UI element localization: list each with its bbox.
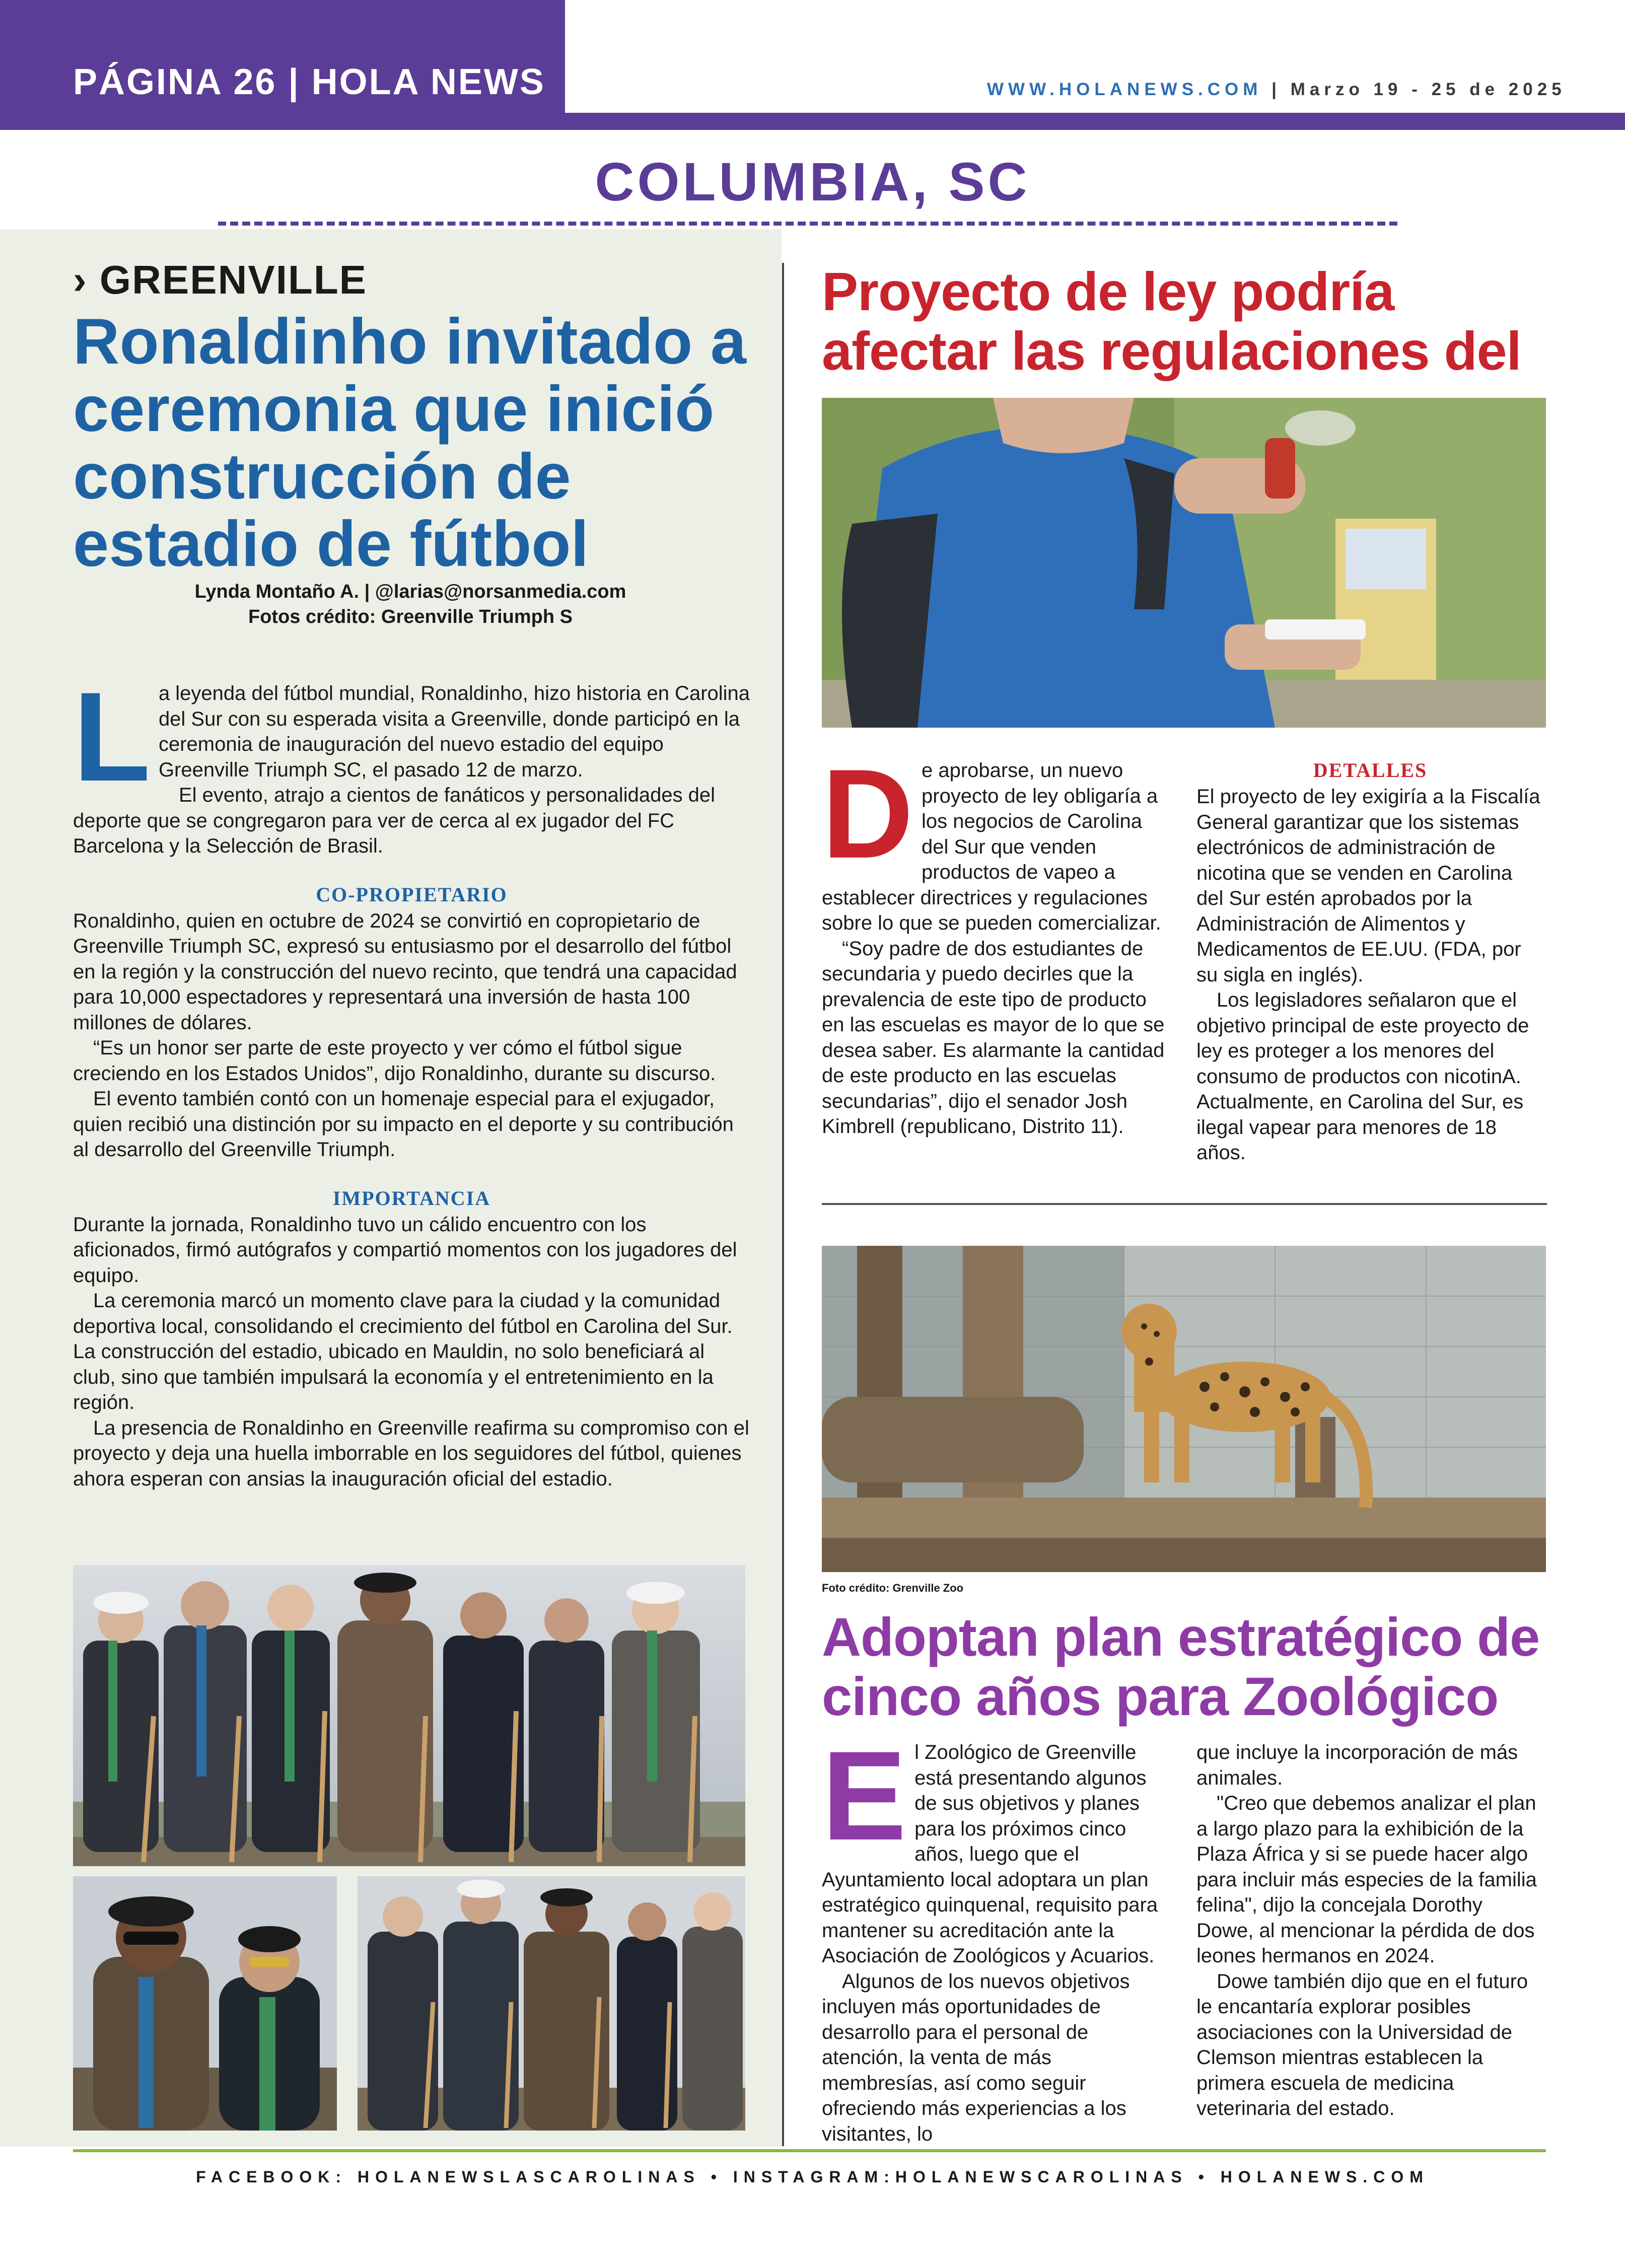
vape-headline: Proyecto de ley podría afectar las regulaciones del xyxy=(822,261,1521,381)
site-link[interactable]: WWW.HOLANEWS.COM xyxy=(987,80,1262,99)
paragraph: a leyenda del fútbol mundial, Ronaldinho, hizo historia en Carolina del Sur con su esperada visita a Greenville, donde participó en la ceremonia de inauguración del nuevo estadio del equipo Greenville Triumph SC, el pasado 12 de marzo. xyxy=(158,682,750,781)
header-separator: | xyxy=(1271,80,1281,99)
ronaldinho-fans-photo xyxy=(73,1876,337,2131)
subhead-co-propietario: CO-PROPIETARIO xyxy=(316,883,508,906)
ceremony-group-photo xyxy=(73,1565,745,1866)
subhead-importancia: IMPORTANCIA xyxy=(332,1186,491,1210)
zoo-body-right xyxy=(1196,1740,1544,2121)
section-title: COLUMBIA, SC xyxy=(595,151,1030,212)
paragraph: "Creo que debemos analizar el plan a largo plazo para la exhibición de la Plaza África y si se puede hacer algo para incluir más especies de la familia felina", dijo la concejala Dorothy Dowe, al mencionar la pérdida de dos leones hermanos en 2024. xyxy=(1196,1792,1537,1967)
paragraph: “Es un honor ser parte de este proyecto y ver cómo el fútbol sigue creciendo en los Estados Unidos”, dijo Ronaldinho, durante su discurso. xyxy=(73,1037,716,1085)
paragraph: que incluye la incorporación de más animales. xyxy=(1196,1741,1518,1789)
vape-body-right xyxy=(1196,758,1544,1166)
article-kicker: › GREENVILLE xyxy=(73,257,368,302)
vape-body-left xyxy=(822,743,1169,1140)
paragraph: Dowe también dijo que en el futuro le encantaría explorar posibles asociaciones con la Universidad de Clemson mientras establecen la primera escuela de medicina veterinaria del estado. xyxy=(1196,1970,1528,2119)
paragraph: La ceremonia marcó un momento clave para la ciudad y la comunidad deportiva local, consolidando el crecimiento del fútbol en Carolina del Sur. La construcción del estadio, ubicado en Mauldin, no solo beneficiará al club, sino que también impulsará la economía y el entretenimiento en la región. xyxy=(73,1290,733,1413)
paragraph: Los legisladores señalaron que el objetivo principal de este proyecto de ley es proteger a los menores del consumo de productos con nicotinA. Actualmente, en Carolina del Sur, es ilegal vapear para menores de 18 años. xyxy=(1196,989,1529,1164)
zoo-photo-credit: Foto crédito: Grenville Zoo xyxy=(822,1582,964,1594)
paragraph: e aprobarse, un nuevo proyecto de ley obligaría a los negocios de Carolina del Sur que venden productos de vapeo a establecer directrices y regulaciones sobre lo que se pueden comercializar. xyxy=(822,759,1161,934)
paragraph: l Zoológico de Greenville está presentando algunos de sus objetivos y planes para los próximos cinco años, luego que el Ayuntamiento local adoptara un plan estratégico quinquenal, requisito para mantener su acreditación ante la Asociación de Zoológicos y Acuarios. xyxy=(822,1741,1158,1967)
footer-social-links[interactable]: FACEBOOK: HOLANEWSLASCAROLINAS • INSTAGRAM:HOLANEWSCAROLINAS • HOLANEWS.COM xyxy=(196,2168,1429,2186)
paragraph: “Soy padre de dos estudiantes de secundaria y puedo decirles que la prevalencia de este tipo de producto en las escuelas es mayor de lo que se desea saber. Es alarmante la cantidad de este producto en las escuelas secundarias”, dijo el senador Josh Kimbrell (republicano, Distrito 11). xyxy=(822,937,1165,1138)
paragraph: Durante la jornada, Ronaldinho tuvo un cálido encuentro con los aficionados, firmó autógrafos y compartió momentos con los jugadores del equipo. xyxy=(73,1213,737,1287)
paragraph: La presencia de Ronaldinho en Greenville reafirma su compromiso con el proyecto y deja una huella imborrable en los seguidores del fútbol, quienes ahora esperan con ansias la inauguración oficial del estadio. xyxy=(73,1416,749,1490)
dropcap: D xyxy=(822,743,913,885)
header-meta xyxy=(987,80,1566,100)
column-divider xyxy=(782,263,784,2146)
paragraph: El evento, atrajo a cientos de fanáticos y personalidades del deporte que se congregaron para ver de cerca al ex jugador del FC Barcelona y la Selección de Brasil. xyxy=(73,784,716,857)
paragraph: Ronaldinho, quien en octubre de 2024 se convirtió en copropietario de Greenville Triumph SC, expresó su entusiasmo por el desarrollo del fútbol en la región y la construcción del nuevo recinto, que tendrá una capacidad para 10,000 espectadores y representará una inversión de hasta 100 millones de dólares. xyxy=(73,909,737,1034)
ronaldinho-article-body xyxy=(73,666,750,1492)
section-underline xyxy=(218,222,1397,226)
page-label: PÁGINA 26 | HOLA NEWS xyxy=(73,62,545,102)
paragraph: Algunos de los nuevos objetivos incluyen más oportunidades de desarrollo para el personal de atención, la venta de más membresías, así como seguir ofreciendo más experiencias a los visitantes, lo xyxy=(822,1970,1130,2145)
paragraph: El evento también contó con un homenaje especial para el exjugador, quien recibió una distinción por su impacto en el deporte y su contribución al desarrollo del Greenville Triumph. xyxy=(73,1088,734,1161)
paragraph: El proyecto de ley exigiría a la Fiscalía General garantizar que los sistemas electrónicos de administración de nicotina que se venden en Carolina del Sur estén aprobados por la Administración de Alimentos y Medicamentos de EE.UU. (FDA, por su sigla en inglés). xyxy=(1196,786,1540,986)
byline xyxy=(73,579,748,629)
zoo-headline: Adoptan plan estratégico de cinco años para Zoológico xyxy=(822,1606,1540,1727)
dropcap: L xyxy=(73,666,151,808)
subhead-detalles: DETALLES xyxy=(1313,759,1428,782)
author-line: Lynda Montaño A. | @larias@norsanmedia.com xyxy=(194,581,626,602)
footer-rule xyxy=(73,2149,1546,2152)
groundbreaking-shovels-photo xyxy=(358,1876,745,2131)
vape-photo xyxy=(822,398,1546,728)
header-rule xyxy=(565,113,1625,130)
article-separator xyxy=(822,1203,1547,1205)
issue-date: Marzo 19 - 25 de 2025 xyxy=(1290,80,1566,99)
dropcap: E xyxy=(822,1725,907,1867)
leopard-photo xyxy=(822,1246,1546,1572)
ronaldinho-headline: Ronaldinho invitado a ceremonia que inició construcción de estadio de fútbol xyxy=(73,306,746,580)
zoo-body-left xyxy=(822,1725,1169,2147)
photo-credit-line: Fotos crédito: Greenville Triumph S xyxy=(248,606,573,627)
